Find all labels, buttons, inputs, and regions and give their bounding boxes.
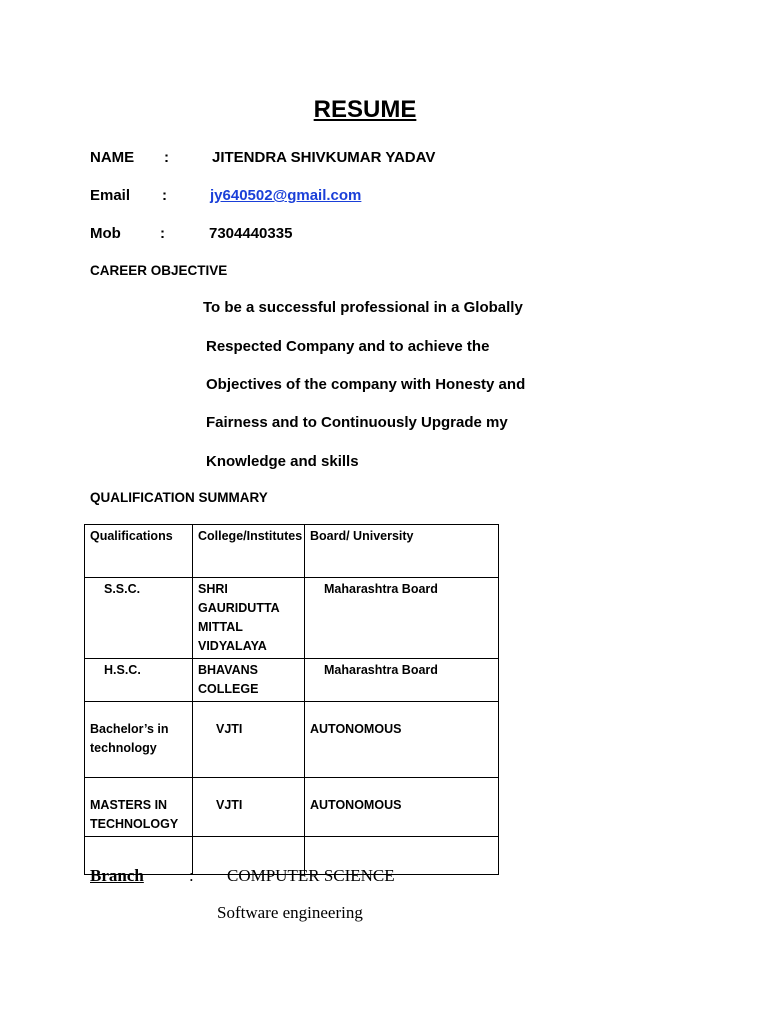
header-college: College/Institutes: [193, 525, 305, 578]
header-qualifications: Qualifications: [85, 525, 193, 578]
qualification-table: [84, 524, 499, 875]
objective-line: Respected Company and to achieve the: [206, 338, 490, 355]
mobile-separator: :: [160, 225, 165, 242]
objective-line: Fairness and to Continuously Upgrade my: [206, 414, 508, 431]
resume-title: RESUME: [313, 96, 417, 123]
email-link[interactable]: jy640502@gmail.com: [210, 187, 362, 204]
email-separator: :: [162, 187, 167, 204]
branch-specialization: Software engineering: [217, 903, 363, 922]
cell-board: Maharashtra Board: [305, 659, 499, 702]
cell-qualification: H.S.C.: [85, 659, 193, 702]
objective-line: To be a successful professional in a Globally: [203, 299, 523, 316]
header-board: Board/ University: [305, 525, 499, 578]
table-row: [85, 659, 499, 702]
cell-college: BHAVANS COLLEGE: [193, 659, 305, 702]
cell-board: AUTONOMOUS: [305, 778, 499, 837]
cell-qualification: Bachelor’s in technology: [85, 702, 193, 778]
qualification-summary-heading: QUALIFICATION SUMMARY: [90, 490, 268, 505]
branch-label: Branch: [90, 866, 144, 885]
mobile-value: 7304440335: [209, 225, 293, 242]
table-row: [85, 578, 499, 659]
table-row: [85, 778, 499, 837]
cell-college: SHRI GAURIDUTTA MITTAL VIDYALAYA: [193, 578, 305, 659]
objective-line: Objectives of the company with Honesty and: [206, 376, 526, 393]
cell-college: VJTI: [193, 778, 305, 837]
email-label: Email: [90, 187, 131, 204]
objective-line: Knowledge and skills: [206, 453, 359, 470]
name-value: JITENDRA SHIVKUMAR YADAV: [212, 149, 436, 166]
name-label: NAME: [90, 149, 135, 166]
branch-separator: :: [189, 866, 194, 885]
branch-value: COMPUTER SCIENCE: [227, 866, 395, 885]
cell-board: AUTONOMOUS: [305, 702, 499, 778]
cell-qualification: MASTERS IN TECHNOLOGY: [85, 778, 193, 837]
name-separator: :: [164, 149, 169, 166]
cell-board: Maharashtra Board: [305, 578, 499, 659]
mobile-label: Mob: [90, 225, 121, 242]
table-header-row: [85, 525, 499, 578]
career-objective-heading: CAREER OBJECTIVE: [90, 263, 228, 278]
cell-college: VJTI: [193, 702, 305, 778]
table-row: [85, 702, 499, 778]
cell-qualification: S.S.C.: [85, 578, 193, 659]
